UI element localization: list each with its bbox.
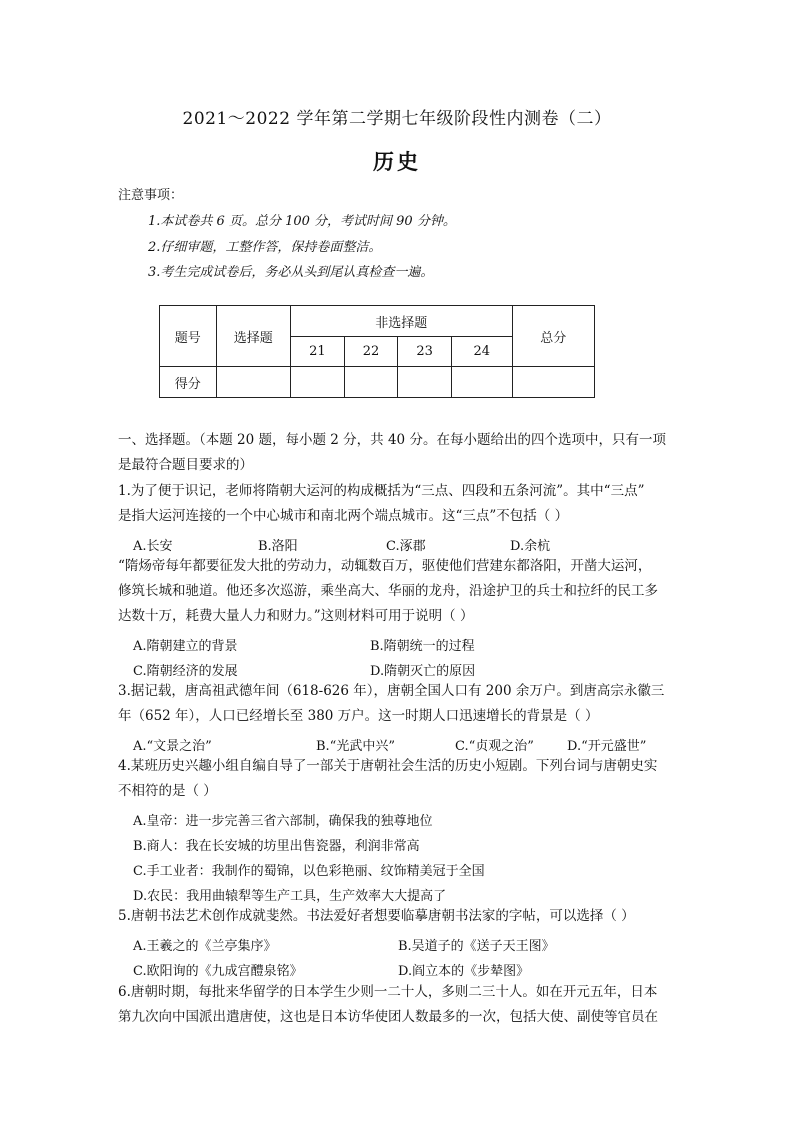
q2-option-a: A.隋朝建立的背景	[133, 639, 238, 654]
q1-option-d: D.余杭	[510, 539, 551, 554]
notice-item-1: 1.本试卷共 6 页。总分 100 分，考试时间 90 分钟。	[148, 214, 456, 229]
q3-option-b: B.“光武中兴”	[316, 739, 395, 754]
score-cell-total[interactable]	[512, 367, 594, 398]
notice-item-2: 2.仔细审题，工整作答，保持卷面整洁。	[148, 240, 382, 255]
q3-option-c: C.“贞观之治”	[455, 739, 534, 754]
q3-option-a: A.“文景之治”	[133, 739, 212, 754]
q2-line3: 达数十万，耗费大量人力和财力。”这则材料可用于说明（ ）	[118, 608, 474, 624]
header-nonchoice: 非选择题	[291, 306, 513, 337]
q1-option-c: C.涿郡	[386, 539, 426, 554]
row-label-score: 得分	[160, 367, 217, 398]
q4-option-d: D.农民：我用曲辕犁等生产工具，生产效率大大提高了	[133, 889, 447, 904]
subject-title: 历史	[373, 149, 421, 174]
q5-option-d: D.阎立本的《步辇图》	[398, 964, 530, 979]
q5-line1: 5.唐朝书法艺术创作成就斐然。书法爱好者想要临摹唐朝书法家的字帖，可以选择（ ）	[118, 908, 635, 924]
q4-option-b: B.商人：我在长安城的坊里出售瓷器，利润非常高	[133, 839, 420, 854]
q1-option-a: A.长安	[133, 539, 173, 554]
score-cell-24[interactable]	[452, 367, 513, 398]
section1-line2: 是最符合题目要求的）	[118, 457, 253, 473]
q3-line2: 年（652 年），人口已经增长至 380 万户。这一时期人口迅速增长的背景是（ ）	[118, 708, 599, 724]
q4-option-a: A.皇帝：进一步完善三省六部制，确保我的独尊地位	[133, 814, 433, 829]
header-question-no: 题号	[160, 306, 217, 367]
exam-title: 2021～2022 学年第二学期七年级阶段性内测卷（二）	[182, 109, 612, 129]
q6-line1: 6.唐朝时期，每批来华留学的日本学生少则一二十人，多则二三十人。如在开元五年，日本	[118, 984, 658, 1000]
header-total: 总分	[512, 306, 594, 367]
q4-option-c: C.手工业者：我制作的蜀锦，以色彩艳丽、纹饰精美冠于全国	[133, 864, 485, 879]
header-col-24: 24	[452, 337, 513, 367]
q3-line1: 3.据记载，唐高祖武德年间（618-626 年），唐朝全国人口有 200 余万户。到唐高宗永徽三	[118, 683, 665, 699]
q2-option-d: D.隋朝灭亡的原因	[370, 664, 476, 679]
q4-line1: 4.某班历史兴趣小组自编自导了一部关于唐朝社会生活的历史小短剧。下列台词与唐朝史实	[118, 758, 658, 774]
header-col-21: 21	[291, 337, 345, 367]
q6-line2: 第九次向中国派出遣唐使，这也是日本访华使团人数最多的一次，包括大使、副使等官员在	[118, 1009, 658, 1025]
q2-option-c: C.隋朝经济的发展	[133, 664, 238, 679]
q4-line2: 不相符的是（ ）	[118, 783, 217, 799]
score-cell-choice[interactable]	[216, 367, 290, 398]
header-col-22: 22	[344, 337, 398, 367]
q2-line2: 修筑长城和驰道。他还多次巡游，乘坐高大、华丽的龙舟，沿途护卫的兵士和拉纤的民工多	[118, 583, 658, 599]
q1-line1: 1.为了便于识记，老师将隋朝大运河的构成概括为“三点、四段和五条河流”。其中“三点”	[118, 483, 645, 499]
header-choice: 选择题	[216, 306, 290, 367]
q5-option-a: A.王羲之的《兰亭集序》	[133, 939, 277, 954]
notice-heading: 注意事项：	[118, 188, 184, 203]
header-col-23: 23	[398, 337, 452, 367]
notice-item-3: 3.考生完成试卷后，务必从头到尾认真检查一遍。	[148, 265, 434, 280]
q3-option-d: D.“开元盛世”	[567, 739, 647, 754]
q5-option-c: C.欧阳询的《九成宫醴泉铭》	[133, 964, 303, 979]
section1-line1: 一、选择题。（本题 20 题，每小题 2 分，共 40 分。在每小题给出的四个选项中，只有一项	[118, 432, 666, 448]
score-cell-23[interactable]	[398, 367, 452, 398]
score-cell-21[interactable]	[291, 367, 345, 398]
q1-option-b: B.洛阳	[258, 539, 298, 554]
score-table	[159, 305, 595, 398]
q2-option-b: B.隋朝统一的过程	[370, 639, 475, 654]
q2-line1: “隋炀帝每年都要征发大批的劳动力，动辄数百万，驱使他们营建东都洛阳，开凿大运河，	[118, 558, 652, 574]
q1-line2: 是指大运河连接的一个中心城市和南北两个端点城市。这“三点”不包括（ ）	[118, 508, 569, 524]
q5-option-b: B.吴道子的《送子天王图》	[398, 939, 555, 954]
score-cell-22[interactable]	[344, 367, 398, 398]
